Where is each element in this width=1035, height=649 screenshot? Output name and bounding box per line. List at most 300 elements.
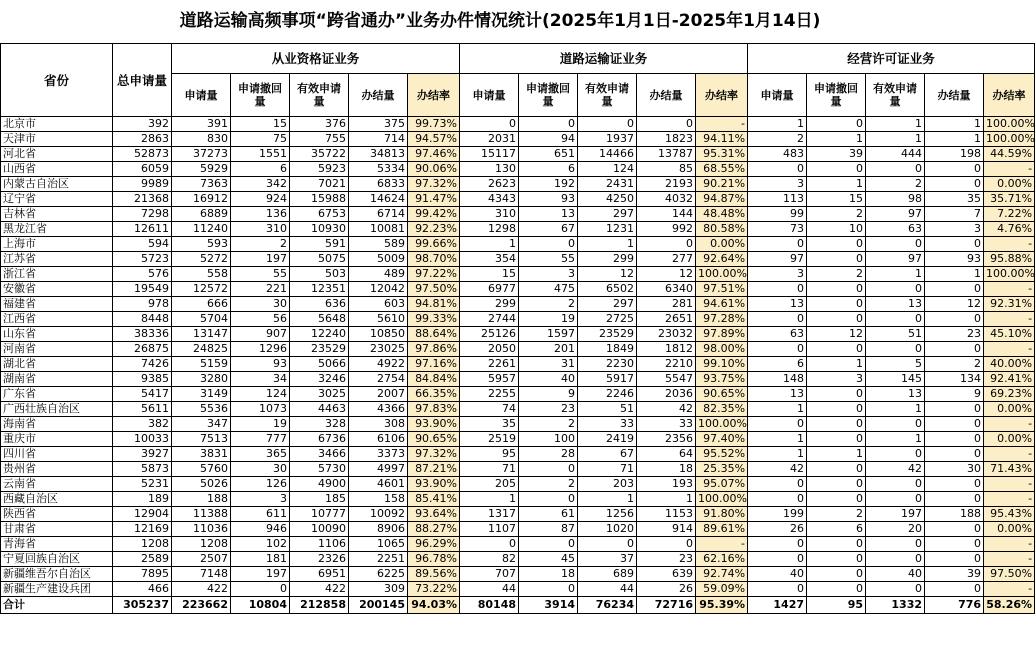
value-cell: 946 xyxy=(231,522,290,537)
value-cell: 0 xyxy=(925,447,984,462)
value-cell: 30 xyxy=(231,462,290,477)
value-cell: 5009 xyxy=(349,252,408,267)
value-cell: 0 xyxy=(807,312,866,327)
value-cell: 0 xyxy=(519,237,578,252)
value-cell: 12351 xyxy=(290,282,349,297)
value-cell: 0 xyxy=(637,537,696,552)
value-cell: 2 xyxy=(866,177,925,192)
value-cell: 39 xyxy=(925,567,984,582)
value-cell: 2431 xyxy=(578,177,637,192)
value-cell: 2651 xyxy=(637,312,696,327)
value-cell: 1153 xyxy=(637,507,696,522)
rate-cell: 97.89% xyxy=(696,327,748,342)
rate-cell: - xyxy=(984,477,1035,492)
value-cell: 72716 xyxy=(637,597,696,614)
value-cell: 0 xyxy=(925,342,984,357)
value-cell: 51 xyxy=(866,327,925,342)
value-cell: 7363 xyxy=(172,177,231,192)
value-cell: 6 xyxy=(519,162,578,177)
value-cell: 347 xyxy=(172,417,231,432)
rate-cell: 97.16% xyxy=(408,357,460,372)
rate-cell: 0.00% xyxy=(984,177,1035,192)
total-cell: 19549 xyxy=(113,282,172,297)
province-cell: 辽宁省 xyxy=(1,192,113,207)
value-cell: 5704 xyxy=(172,312,231,327)
value-cell: 13 xyxy=(519,207,578,222)
province-cell: 陕西省 xyxy=(1,507,113,522)
value-cell: 0 xyxy=(637,117,696,132)
value-cell: 1849 xyxy=(578,342,637,357)
value-cell: 31 xyxy=(519,357,578,372)
rate-cell: - xyxy=(696,537,748,552)
value-cell: 5159 xyxy=(172,357,231,372)
rate-cell: 92.31% xyxy=(984,297,1035,312)
value-cell: 444 xyxy=(866,147,925,162)
value-cell: 1 xyxy=(460,492,519,507)
value-cell: 193 xyxy=(637,477,696,492)
rate-cell: 89.61% xyxy=(696,522,748,537)
value-cell: 33 xyxy=(637,417,696,432)
rate-cell: 94.81% xyxy=(408,297,460,312)
rate-cell: 0.00% xyxy=(984,522,1035,537)
rate-cell: 92.41% xyxy=(984,372,1035,387)
value-cell: 310 xyxy=(231,222,290,237)
value-cell: 1298 xyxy=(460,222,519,237)
value-cell: 2246 xyxy=(578,387,637,402)
value-cell: 0 xyxy=(807,537,866,552)
rate-cell: 97.46% xyxy=(408,147,460,162)
value-cell: 136 xyxy=(231,207,290,222)
table-row xyxy=(1,357,1035,372)
province-cell: 内蒙古自治区 xyxy=(1,177,113,192)
header-province: 省份 xyxy=(1,44,113,117)
value-cell: 0 xyxy=(807,492,866,507)
value-cell: 0 xyxy=(866,537,925,552)
value-cell: 0 xyxy=(519,537,578,552)
rate-cell: 25.35% xyxy=(696,462,748,477)
value-cell: 0 xyxy=(925,492,984,507)
province-cell: 福建省 xyxy=(1,297,113,312)
value-cell: 776 xyxy=(925,597,984,614)
value-cell: 42 xyxy=(866,462,925,477)
value-cell: 6225 xyxy=(349,567,408,582)
rate-cell: 100.00% xyxy=(696,417,748,432)
rate-cell: 95.52% xyxy=(696,447,748,462)
value-cell: 14466 xyxy=(578,147,637,162)
value-cell: 5547 xyxy=(637,372,696,387)
value-cell: 0 xyxy=(807,237,866,252)
value-cell: 7021 xyxy=(290,177,349,192)
subheader-cell: 办结率 xyxy=(984,74,1035,117)
rate-cell: 84.84% xyxy=(408,372,460,387)
rate-cell: 95.31% xyxy=(696,147,748,162)
value-cell: 0 xyxy=(807,567,866,582)
rate-cell: 94.87% xyxy=(696,192,748,207)
value-cell: 1 xyxy=(460,237,519,252)
value-cell: 2261 xyxy=(460,357,519,372)
value-cell: 5075 xyxy=(290,252,349,267)
rate-cell: - xyxy=(984,312,1035,327)
value-cell: 1256 xyxy=(578,507,637,522)
value-cell: 0 xyxy=(866,162,925,177)
value-cell: 6340 xyxy=(637,282,696,297)
value-cell: 3280 xyxy=(172,372,231,387)
rate-cell: - xyxy=(984,492,1035,507)
province-cell: 青海省 xyxy=(1,537,113,552)
value-cell: 503 xyxy=(290,267,349,282)
value-cell: 93 xyxy=(231,357,290,372)
province-cell: 上海市 xyxy=(1,237,113,252)
value-cell: 6106 xyxy=(349,432,408,447)
value-cell: 12240 xyxy=(290,327,349,342)
table-row xyxy=(1,162,1035,177)
value-cell: 1 xyxy=(748,117,807,132)
value-cell: 5929 xyxy=(172,162,231,177)
subheader-cell: 办结量 xyxy=(637,74,696,117)
value-cell: 71 xyxy=(460,462,519,477)
province-cell: 海南省 xyxy=(1,417,113,432)
total-cell: 52873 xyxy=(113,147,172,162)
value-cell: 9 xyxy=(519,387,578,402)
total-cell: 7895 xyxy=(113,567,172,582)
value-cell: 3831 xyxy=(172,447,231,462)
value-cell: 0 xyxy=(519,117,578,132)
rate-cell: - xyxy=(984,282,1035,297)
value-cell: 0 xyxy=(519,462,578,477)
rate-cell: 99.73% xyxy=(408,117,460,132)
value-cell: 13 xyxy=(748,297,807,312)
table-row xyxy=(1,147,1035,162)
value-cell: 15117 xyxy=(460,147,519,162)
value-cell: 67 xyxy=(519,222,578,237)
value-cell: 483 xyxy=(748,147,807,162)
value-cell: 61 xyxy=(519,507,578,522)
subheader-cell: 办结量 xyxy=(925,74,984,117)
value-cell: 12 xyxy=(578,267,637,282)
value-cell: 1065 xyxy=(349,537,408,552)
province-cell: 浙江省 xyxy=(1,267,113,282)
value-cell: 1823 xyxy=(637,132,696,147)
value-cell: 297 xyxy=(578,297,637,312)
value-cell: 0 xyxy=(807,402,866,417)
value-cell: 26 xyxy=(748,522,807,537)
value-cell: 5923 xyxy=(290,162,349,177)
total-cell: 5611 xyxy=(113,402,172,417)
value-cell: 0 xyxy=(925,417,984,432)
total-cell: 7426 xyxy=(113,357,172,372)
value-cell: 124 xyxy=(578,162,637,177)
value-cell: 907 xyxy=(231,327,290,342)
value-cell: 13787 xyxy=(637,147,696,162)
value-cell: 354 xyxy=(460,252,519,267)
value-cell: 0 xyxy=(748,282,807,297)
rate-cell: 90.65% xyxy=(696,387,748,402)
value-cell: 44 xyxy=(460,582,519,597)
total-cell: 466 xyxy=(113,582,172,597)
value-cell: 0 xyxy=(807,432,866,447)
value-cell: 2 xyxy=(519,297,578,312)
value-cell: 1427 xyxy=(748,597,807,614)
rate-cell: 90.65% xyxy=(408,432,460,447)
value-cell: 30 xyxy=(925,462,984,477)
value-cell: 0 xyxy=(925,177,984,192)
table-row xyxy=(1,252,1035,267)
value-cell: 3 xyxy=(748,267,807,282)
value-cell: 12572 xyxy=(172,282,231,297)
value-cell: 4343 xyxy=(460,192,519,207)
rate-cell: 93.90% xyxy=(408,417,460,432)
value-cell: 0 xyxy=(748,417,807,432)
value-cell: 1 xyxy=(925,117,984,132)
subheader-cell: 申请撤回量 xyxy=(519,74,578,117)
value-cell: 94 xyxy=(519,132,578,147)
total-cell: 5873 xyxy=(113,462,172,477)
rate-cell: 69.23% xyxy=(984,387,1035,402)
table-row xyxy=(1,447,1035,462)
value-cell: 0 xyxy=(925,432,984,447)
value-cell: 1107 xyxy=(460,522,519,537)
total-cell: 2589 xyxy=(113,552,172,567)
value-cell: 16912 xyxy=(172,192,231,207)
value-cell: 0 xyxy=(866,312,925,327)
province-cell: 合计 xyxy=(1,597,113,614)
value-cell: 15 xyxy=(460,267,519,282)
value-cell: 42 xyxy=(637,402,696,417)
value-cell: 2 xyxy=(807,207,866,222)
rate-cell: 97.51% xyxy=(696,282,748,297)
table-row xyxy=(1,567,1035,582)
value-cell: 199 xyxy=(748,507,807,522)
value-cell: 11036 xyxy=(172,522,231,537)
value-cell: 205 xyxy=(460,477,519,492)
value-cell: 1 xyxy=(807,132,866,147)
value-cell: 6 xyxy=(807,522,866,537)
value-cell: 198 xyxy=(925,147,984,162)
value-cell: 365 xyxy=(231,447,290,462)
total-cell: 594 xyxy=(113,237,172,252)
rate-cell: - xyxy=(696,117,748,132)
rate-cell: 95.07% xyxy=(696,477,748,492)
rate-cell: 93.64% xyxy=(408,507,460,522)
rate-cell: 88.64% xyxy=(408,327,460,342)
value-cell: 7 xyxy=(925,207,984,222)
value-cell: 1 xyxy=(866,402,925,417)
value-cell: 10 xyxy=(807,222,866,237)
value-cell: 1296 xyxy=(231,342,290,357)
value-cell: 10777 xyxy=(290,507,349,522)
rate-cell: 99.10% xyxy=(696,357,748,372)
value-cell: 0 xyxy=(866,447,925,462)
value-cell: 1 xyxy=(866,267,925,282)
table-row xyxy=(1,432,1035,447)
value-cell: 15988 xyxy=(290,192,349,207)
province-cell: 江西省 xyxy=(1,312,113,327)
rate-cell: 99.42% xyxy=(408,207,460,222)
province-cell: 湖南省 xyxy=(1,372,113,387)
rate-cell: - xyxy=(984,537,1035,552)
value-cell: 1 xyxy=(925,132,984,147)
total-cell: 2863 xyxy=(113,132,172,147)
value-cell: 0 xyxy=(925,162,984,177)
rate-cell: 93.75% xyxy=(696,372,748,387)
value-cell: 5957 xyxy=(460,372,519,387)
value-cell: 99 xyxy=(748,207,807,222)
value-cell: 5917 xyxy=(578,372,637,387)
value-cell: 148 xyxy=(748,372,807,387)
value-cell: 5272 xyxy=(172,252,231,267)
value-cell: 200145 xyxy=(349,597,408,614)
value-cell: 2623 xyxy=(460,177,519,192)
value-cell: 0 xyxy=(748,582,807,597)
value-cell: 3 xyxy=(231,492,290,507)
value-cell: 6 xyxy=(231,162,290,177)
value-cell: 2255 xyxy=(460,387,519,402)
value-cell: 4366 xyxy=(349,402,408,417)
value-cell: 45 xyxy=(519,552,578,567)
value-cell: 12 xyxy=(807,327,866,342)
value-cell: 1 xyxy=(807,177,866,192)
value-cell: 9 xyxy=(925,387,984,402)
value-cell: 19 xyxy=(231,417,290,432)
value-cell: 422 xyxy=(172,582,231,597)
table-row xyxy=(1,582,1035,597)
value-cell: 5730 xyxy=(290,462,349,477)
value-cell: 23032 xyxy=(637,327,696,342)
value-cell: 593 xyxy=(172,237,231,252)
value-cell: 1551 xyxy=(231,147,290,162)
rate-cell: 48.48% xyxy=(696,207,748,222)
value-cell: 5610 xyxy=(349,312,408,327)
value-cell: 30 xyxy=(231,297,290,312)
value-cell: 2744 xyxy=(460,312,519,327)
value-cell: 0 xyxy=(925,537,984,552)
value-cell: 6753 xyxy=(290,207,349,222)
total-cell: 9989 xyxy=(113,177,172,192)
value-cell: 299 xyxy=(578,252,637,267)
value-cell: 992 xyxy=(637,222,696,237)
value-cell: 299 xyxy=(460,297,519,312)
rate-cell: 62.16% xyxy=(696,552,748,567)
table-row xyxy=(1,477,1035,492)
value-cell: 0 xyxy=(866,417,925,432)
total-cell: 978 xyxy=(113,297,172,312)
rate-cell: 95.39% xyxy=(696,597,748,614)
subheader-cell: 申请量 xyxy=(748,74,807,117)
value-cell: 0 xyxy=(925,402,984,417)
value-cell: 0 xyxy=(807,342,866,357)
value-cell: 0 xyxy=(748,342,807,357)
value-cell: 197 xyxy=(231,252,290,267)
value-cell: 0 xyxy=(578,117,637,132)
rate-cell: 0.00% xyxy=(984,432,1035,447)
value-cell: 11388 xyxy=(172,507,231,522)
total-cell: 576 xyxy=(113,267,172,282)
rate-cell: 7.22% xyxy=(984,207,1035,222)
value-cell: 19 xyxy=(519,312,578,327)
total-cell: 189 xyxy=(113,492,172,507)
value-cell: 0 xyxy=(807,117,866,132)
subheader-cell: 有效申请量 xyxy=(866,74,925,117)
value-cell: 3025 xyxy=(290,387,349,402)
value-cell: 1 xyxy=(866,132,925,147)
value-cell: 422 xyxy=(290,582,349,597)
rate-cell: 4.76% xyxy=(984,222,1035,237)
value-cell: 201 xyxy=(519,342,578,357)
value-cell: 2 xyxy=(231,237,290,252)
header-group-license: 经营许可证业务 xyxy=(748,44,1035,74)
value-cell: 1208 xyxy=(172,537,231,552)
value-cell: 0 xyxy=(748,492,807,507)
value-cell: 2507 xyxy=(172,552,231,567)
value-cell: 56 xyxy=(231,312,290,327)
value-cell: 10092 xyxy=(349,507,408,522)
value-cell: 2 xyxy=(925,357,984,372)
rate-cell: 90.21% xyxy=(696,177,748,192)
value-cell: 2 xyxy=(519,417,578,432)
value-cell: 0 xyxy=(807,297,866,312)
value-cell: 308 xyxy=(349,417,408,432)
value-cell: 74 xyxy=(460,402,519,417)
value-cell: 188 xyxy=(172,492,231,507)
value-cell: 23 xyxy=(637,552,696,567)
value-cell: 589 xyxy=(349,237,408,252)
value-cell: 1 xyxy=(925,267,984,282)
value-cell: 4250 xyxy=(578,192,637,207)
province-cell: 安徽省 xyxy=(1,282,113,297)
value-cell: 0 xyxy=(866,282,925,297)
province-cell: 湖北省 xyxy=(1,357,113,372)
rate-cell: 98.00% xyxy=(696,342,748,357)
province-cell: 四川省 xyxy=(1,447,113,462)
value-cell: 0 xyxy=(925,237,984,252)
rate-cell: 92.64% xyxy=(696,252,748,267)
table-row xyxy=(1,522,1035,537)
value-cell: 714 xyxy=(349,132,408,147)
rate-cell: 97.28% xyxy=(696,312,748,327)
value-cell: 342 xyxy=(231,177,290,192)
value-cell: 3373 xyxy=(349,447,408,462)
rate-cell: 96.29% xyxy=(408,537,460,552)
rate-cell: 94.03% xyxy=(408,597,460,614)
value-cell: 1 xyxy=(807,447,866,462)
province-cell: 西藏自治区 xyxy=(1,492,113,507)
value-cell: 3 xyxy=(807,372,866,387)
value-cell: 0 xyxy=(807,282,866,297)
table-row xyxy=(1,192,1035,207)
table-row xyxy=(1,387,1035,402)
value-cell: 2230 xyxy=(578,357,637,372)
value-cell: 93 xyxy=(925,252,984,267)
rate-cell: 99.66% xyxy=(408,237,460,252)
total-row xyxy=(1,597,1035,614)
value-cell: 0 xyxy=(866,492,925,507)
province-cell: 云南省 xyxy=(1,477,113,492)
value-cell: 64 xyxy=(637,447,696,462)
value-cell: 310 xyxy=(460,207,519,222)
rate-cell: 97.86% xyxy=(408,342,460,357)
value-cell: 1 xyxy=(748,402,807,417)
value-cell: 97 xyxy=(748,252,807,267)
value-cell: 3149 xyxy=(172,387,231,402)
value-cell: 0 xyxy=(807,477,866,492)
rate-cell: 89.56% xyxy=(408,567,460,582)
value-cell: 2754 xyxy=(349,372,408,387)
value-cell: 1020 xyxy=(578,522,637,537)
value-cell: 4997 xyxy=(349,462,408,477)
total-cell: 7298 xyxy=(113,207,172,222)
value-cell: 4900 xyxy=(290,477,349,492)
value-cell: 10850 xyxy=(349,327,408,342)
